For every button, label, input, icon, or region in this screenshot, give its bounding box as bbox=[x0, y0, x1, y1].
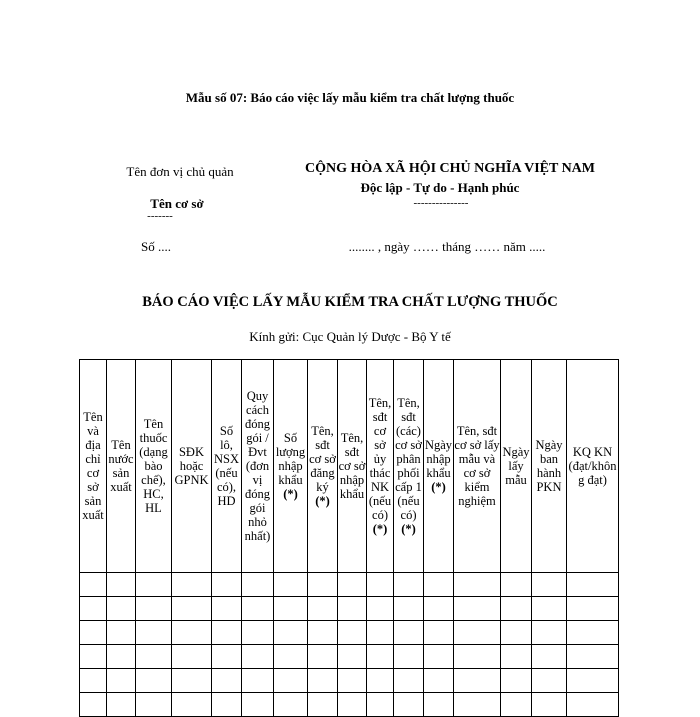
table-cell[interactable] bbox=[532, 573, 567, 597]
table-cell[interactable] bbox=[308, 621, 338, 645]
table-cell[interactable] bbox=[80, 573, 107, 597]
table-cell[interactable] bbox=[394, 597, 424, 621]
table-cell[interactable] bbox=[454, 693, 501, 717]
table-cell[interactable] bbox=[394, 573, 424, 597]
table-cell[interactable] bbox=[107, 645, 136, 669]
table-cell[interactable] bbox=[454, 597, 501, 621]
facility-rule: ------- bbox=[147, 210, 173, 222]
table-cell[interactable] bbox=[338, 693, 367, 717]
table-cell[interactable] bbox=[308, 645, 338, 669]
table-cell[interactable] bbox=[172, 597, 212, 621]
table-cell[interactable] bbox=[212, 669, 242, 693]
table-cell[interactable] bbox=[172, 573, 212, 597]
table-cell[interactable] bbox=[501, 693, 532, 717]
table-cell[interactable] bbox=[136, 621, 172, 645]
table-cell[interactable] bbox=[136, 669, 172, 693]
table-cell[interactable] bbox=[394, 621, 424, 645]
table-cell[interactable] bbox=[501, 597, 532, 621]
table-cell[interactable] bbox=[367, 693, 394, 717]
table-cell[interactable] bbox=[424, 645, 454, 669]
form-title: Mẫu số 07: Báo cáo việc lấy mẫu kiểm tra chất lượng thuốc bbox=[185, 90, 515, 105]
table-cell[interactable] bbox=[394, 645, 424, 669]
table-cell[interactable] bbox=[212, 621, 242, 645]
table-cell[interactable] bbox=[501, 573, 532, 597]
table-cell[interactable] bbox=[242, 669, 274, 693]
number-label: Số .... bbox=[141, 239, 171, 254]
table-cell[interactable] bbox=[567, 645, 619, 669]
col-header-batch: Số lô, NSX (nếu có), HD bbox=[212, 360, 242, 573]
table-cell[interactable] bbox=[338, 621, 367, 645]
table-cell[interactable] bbox=[424, 573, 454, 597]
table-cell[interactable] bbox=[454, 669, 501, 693]
table-cell[interactable] bbox=[136, 597, 172, 621]
table-cell[interactable] bbox=[367, 669, 394, 693]
table-cell[interactable] bbox=[80, 693, 107, 717]
table-cell[interactable] bbox=[308, 669, 338, 693]
table-cell[interactable] bbox=[212, 573, 242, 597]
table-row bbox=[80, 669, 619, 693]
table-cell[interactable] bbox=[532, 645, 567, 669]
table-cell[interactable] bbox=[532, 597, 567, 621]
col-header-entrusted-importer: Tên, sđt cơ sở ủy thác NK (nếu có) (*) bbox=[367, 360, 394, 573]
table-cell[interactable] bbox=[212, 693, 242, 717]
table-cell[interactable] bbox=[367, 597, 394, 621]
agency-label: Tên đơn vị chủ quản bbox=[126, 164, 234, 179]
col-header-importer: Tên, sđt cơ sở nhập khẩu bbox=[338, 360, 367, 573]
table-cell[interactable] bbox=[424, 597, 454, 621]
table-cell[interactable] bbox=[172, 621, 212, 645]
table-cell[interactable] bbox=[212, 597, 242, 621]
table-cell[interactable] bbox=[107, 573, 136, 597]
table-cell[interactable] bbox=[136, 573, 172, 597]
table-cell[interactable] bbox=[107, 621, 136, 645]
col-header-result: KQ KN (đạt/không đạt) bbox=[567, 360, 619, 573]
table-cell[interactable] bbox=[338, 597, 367, 621]
report-table bbox=[79, 359, 619, 717]
table-cell[interactable] bbox=[242, 645, 274, 669]
table-cell[interactable] bbox=[172, 669, 212, 693]
table-row bbox=[80, 597, 619, 621]
report-title: BÁO CÁO VIỆC LẤY MẪU KIỂM TRA CHẤT LƯỢNG THUỐC bbox=[142, 294, 558, 310]
table-cell[interactable] bbox=[242, 597, 274, 621]
table-cell[interactable] bbox=[107, 669, 136, 693]
table-cell[interactable] bbox=[80, 621, 107, 645]
table-cell[interactable] bbox=[532, 669, 567, 693]
table-cell[interactable] bbox=[242, 693, 274, 717]
table-cell[interactable] bbox=[212, 645, 242, 669]
table-cell[interactable] bbox=[367, 645, 394, 669]
table-cell[interactable] bbox=[80, 645, 107, 669]
col-header-pkn-date: Ngày ban hành PKN bbox=[532, 360, 567, 573]
table-cell[interactable] bbox=[274, 669, 308, 693]
table-cell[interactable] bbox=[308, 693, 338, 717]
table-cell[interactable] bbox=[501, 621, 532, 645]
facility-label: Tên cơ sở bbox=[150, 196, 204, 211]
table-cell[interactable] bbox=[80, 669, 107, 693]
motto-rule: --------------- bbox=[413, 197, 469, 209]
table-cell[interactable] bbox=[367, 573, 394, 597]
col-header-sample-date: Ngày lấy mẫu bbox=[501, 360, 532, 573]
table-header-row bbox=[80, 360, 619, 573]
col-header-registration: SĐK hoặc GPNK bbox=[172, 360, 212, 573]
table-row bbox=[80, 621, 619, 645]
table-cell[interactable] bbox=[308, 573, 338, 597]
table-cell[interactable] bbox=[274, 621, 308, 645]
col-header-facility: Tên và địa chỉ cơ sở sản xuất bbox=[80, 360, 107, 573]
table-cell[interactable] bbox=[107, 693, 136, 717]
table-cell[interactable] bbox=[424, 669, 454, 693]
table-cell[interactable] bbox=[532, 621, 567, 645]
table-cell[interactable] bbox=[501, 669, 532, 693]
table-cell[interactable] bbox=[501, 645, 532, 669]
table-cell[interactable] bbox=[136, 693, 172, 717]
table-row bbox=[80, 693, 619, 717]
col-header-distributor: Tên, sđt (các) cơ sở phân phối cấp 1 (nếu có) (*) bbox=[394, 360, 424, 573]
table-cell[interactable] bbox=[172, 645, 212, 669]
table-cell[interactable] bbox=[567, 597, 619, 621]
table-cell[interactable] bbox=[338, 669, 367, 693]
table-cell[interactable] bbox=[424, 621, 454, 645]
table-row bbox=[80, 573, 619, 597]
table-cell[interactable] bbox=[274, 645, 308, 669]
table-cell[interactable] bbox=[567, 669, 619, 693]
table-cell[interactable] bbox=[367, 621, 394, 645]
table-cell[interactable] bbox=[107, 597, 136, 621]
table-cell[interactable] bbox=[454, 573, 501, 597]
table-cell[interactable] bbox=[567, 693, 619, 717]
table-cell[interactable] bbox=[394, 693, 424, 717]
table-cell[interactable] bbox=[242, 621, 274, 645]
table-cell[interactable] bbox=[567, 621, 619, 645]
country-name: CỘNG HÒA XÃ HỘI CHỦ NGHĨA VIỆT NAM bbox=[304, 161, 595, 176]
table-cell[interactable] bbox=[394, 669, 424, 693]
table-cell[interactable] bbox=[338, 645, 367, 669]
recipient-line: Kính gửi: Cục Quản lý Dược - Bộ Y tế bbox=[249, 329, 451, 344]
table-cell[interactable] bbox=[274, 573, 308, 597]
table-cell[interactable] bbox=[172, 693, 212, 717]
table-cell[interactable] bbox=[338, 573, 367, 597]
col-header-country: Tên nước sản xuất bbox=[107, 360, 136, 573]
table-cell[interactable] bbox=[532, 693, 567, 717]
table-cell[interactable] bbox=[308, 597, 338, 621]
table-row bbox=[80, 645, 619, 669]
col-header-import-date: Ngày nhập khẩu (*) bbox=[424, 360, 454, 573]
table-body bbox=[80, 573, 619, 717]
table-cell[interactable] bbox=[136, 645, 172, 669]
col-header-import-qty: Số lượng nhập khẩu (*) bbox=[274, 360, 308, 573]
col-header-sampler: Tên, sđt cơ sở lấy mẫu và cơ sở kiểm nghiệm bbox=[454, 360, 501, 573]
table-cell[interactable] bbox=[274, 597, 308, 621]
col-header-registrant: Tên, sđt cơ sở đăng ký (*) bbox=[308, 360, 338, 573]
date-line: ........ , ngày …… tháng …… năm ..... bbox=[348, 239, 546, 254]
table-cell[interactable] bbox=[454, 621, 501, 645]
table-cell[interactable] bbox=[424, 693, 454, 717]
table-cell[interactable] bbox=[242, 573, 274, 597]
col-header-packaging: Quy cách đóng gói / Đvt (đơn vị đóng gói nhỏ nhất) bbox=[242, 360, 274, 573]
col-header-drug-name: Tên thuốc (dạng bào chế), HC, HL bbox=[136, 360, 172, 573]
table-cell[interactable] bbox=[454, 645, 501, 669]
table-cell[interactable] bbox=[567, 573, 619, 597]
table-cell[interactable] bbox=[80, 597, 107, 621]
table-cell[interactable] bbox=[274, 693, 308, 717]
motto: Độc lập - Tự do - Hạnh phúc bbox=[360, 180, 520, 195]
